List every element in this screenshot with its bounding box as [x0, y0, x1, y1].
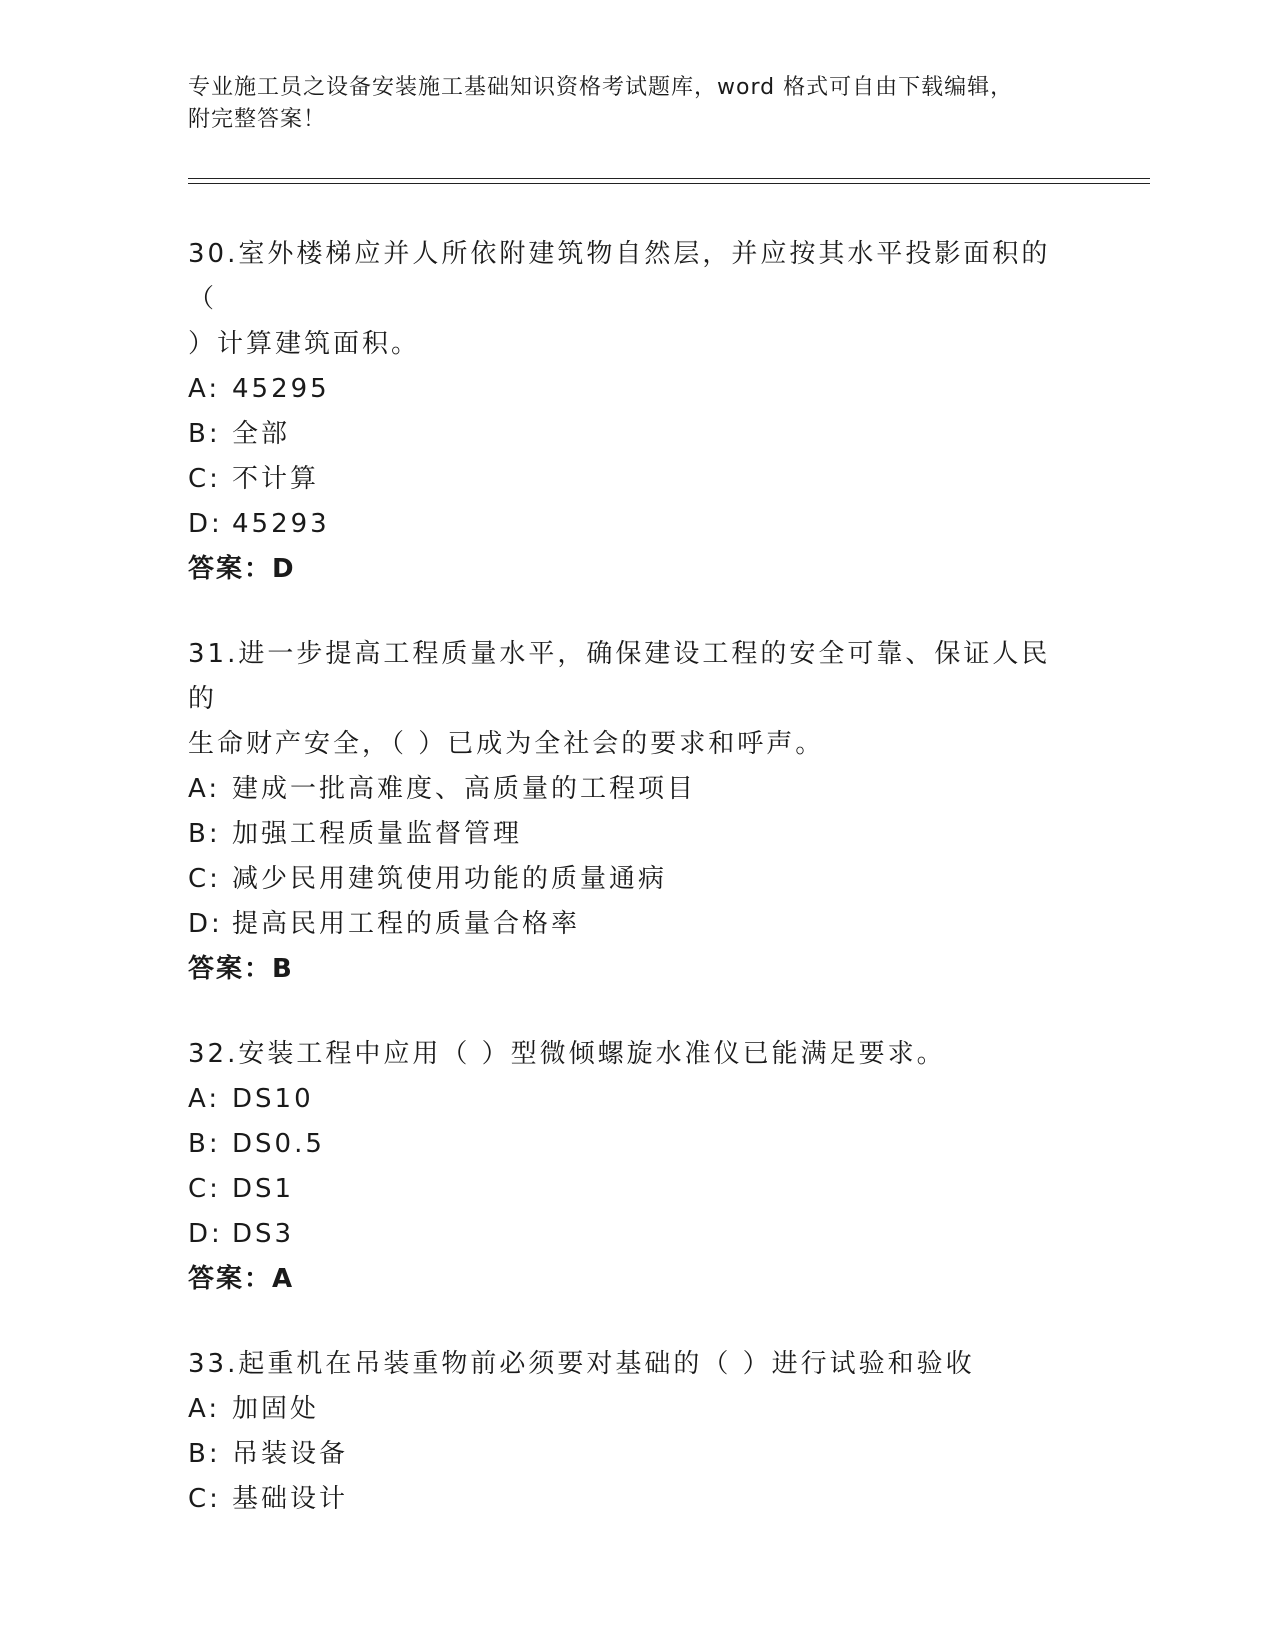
- option-c: [188, 457, 1088, 502]
- question-30: [188, 232, 1088, 592]
- option-key: D:: [188, 909, 223, 939]
- question-stem-line: ）计算建筑面积。: [188, 329, 421, 359]
- option-text: DS3: [232, 1219, 295, 1249]
- answer: 答案：D: [188, 554, 296, 584]
- option-text: 吊装设备: [232, 1439, 349, 1469]
- option-text: DS1: [232, 1174, 295, 1204]
- option-b: [188, 1122, 1088, 1167]
- option-d: [188, 1212, 1088, 1257]
- option-key: D:: [188, 509, 223, 539]
- option-text: 加固处: [232, 1394, 320, 1424]
- option-c: [188, 1477, 1088, 1522]
- header-line-2: 附完整答案！: [188, 107, 327, 132]
- option-text: 全部: [232, 419, 291, 449]
- option-key: C:: [188, 864, 221, 894]
- question-stem-line: 30.室外楼梯应并人所依附建筑物自然层，并应按其水平投影面积的（: [188, 239, 1051, 314]
- option-key: B:: [188, 819, 221, 849]
- option-text: 45293: [232, 509, 330, 539]
- option-a: [188, 367, 1088, 412]
- option-text: DS10: [232, 1084, 314, 1114]
- option-text: 45295: [232, 374, 330, 404]
- question-33: [188, 1342, 1088, 1522]
- question-stem: [188, 232, 1068, 367]
- header-line-1: 专业施工员之设备安装施工基础知识资格考试题库，word 格式可自由下载编辑，: [188, 75, 1014, 100]
- option-a: [188, 767, 1088, 812]
- question-32: [188, 1032, 1088, 1302]
- header-divider-top: [188, 178, 1150, 179]
- option-key: C:: [188, 1484, 221, 1514]
- option-text: DS0.5: [232, 1129, 325, 1159]
- option-key: C:: [188, 464, 221, 494]
- question-stem-line: 生命财产安全，（ ）已成为全社会的要求和呼声。: [188, 729, 825, 759]
- option-text: 基础设计: [232, 1484, 349, 1514]
- option-d: [188, 902, 1088, 947]
- question-list: [188, 232, 1088, 1562]
- option-text: 加强工程质量监督管理: [232, 819, 523, 849]
- question-stem-line: 31.进一步提高工程质量水平，确保建设工程的安全可靠、保证人民的: [188, 639, 1051, 714]
- option-text: 提高民用工程的质量合格率: [232, 909, 581, 939]
- option-a: [188, 1387, 1088, 1432]
- option-key: A:: [188, 774, 221, 804]
- option-a: [188, 1077, 1088, 1122]
- question-31: [188, 632, 1088, 992]
- question-stem-line: 33.起重机在吊装重物前必须要对基础的（ ）进行试验和验收: [188, 1349, 975, 1379]
- header-divider-bottom: [188, 183, 1150, 184]
- document-header: [188, 72, 1068, 136]
- option-d: [188, 502, 1088, 547]
- option-c: [188, 857, 1088, 902]
- question-stem-line: 32.安装工程中应用（ ）型微倾螺旋水准仪已能满足要求。: [188, 1039, 946, 1069]
- option-c: [188, 1167, 1088, 1212]
- option-text: 建成一批高难度、高质量的工程项目: [232, 774, 697, 804]
- question-stem: [188, 1342, 1068, 1387]
- option-key: B:: [188, 419, 221, 449]
- option-key: B:: [188, 1439, 221, 1469]
- answer: 答案：A: [188, 1264, 295, 1294]
- option-b: [188, 812, 1088, 857]
- option-key: A:: [188, 374, 221, 404]
- option-b: [188, 1432, 1088, 1477]
- option-key: C:: [188, 1174, 221, 1204]
- question-stem: [188, 632, 1068, 767]
- option-key: A:: [188, 1394, 221, 1424]
- option-text: 减少民用建筑使用功能的质量通病: [232, 864, 668, 894]
- answer: 答案：B: [188, 954, 294, 984]
- option-key: A:: [188, 1084, 221, 1114]
- option-key: D:: [188, 1219, 223, 1249]
- option-b: [188, 412, 1088, 457]
- option-key: B:: [188, 1129, 221, 1159]
- option-text: 不计算: [232, 464, 320, 494]
- question-stem: [188, 1032, 1068, 1077]
